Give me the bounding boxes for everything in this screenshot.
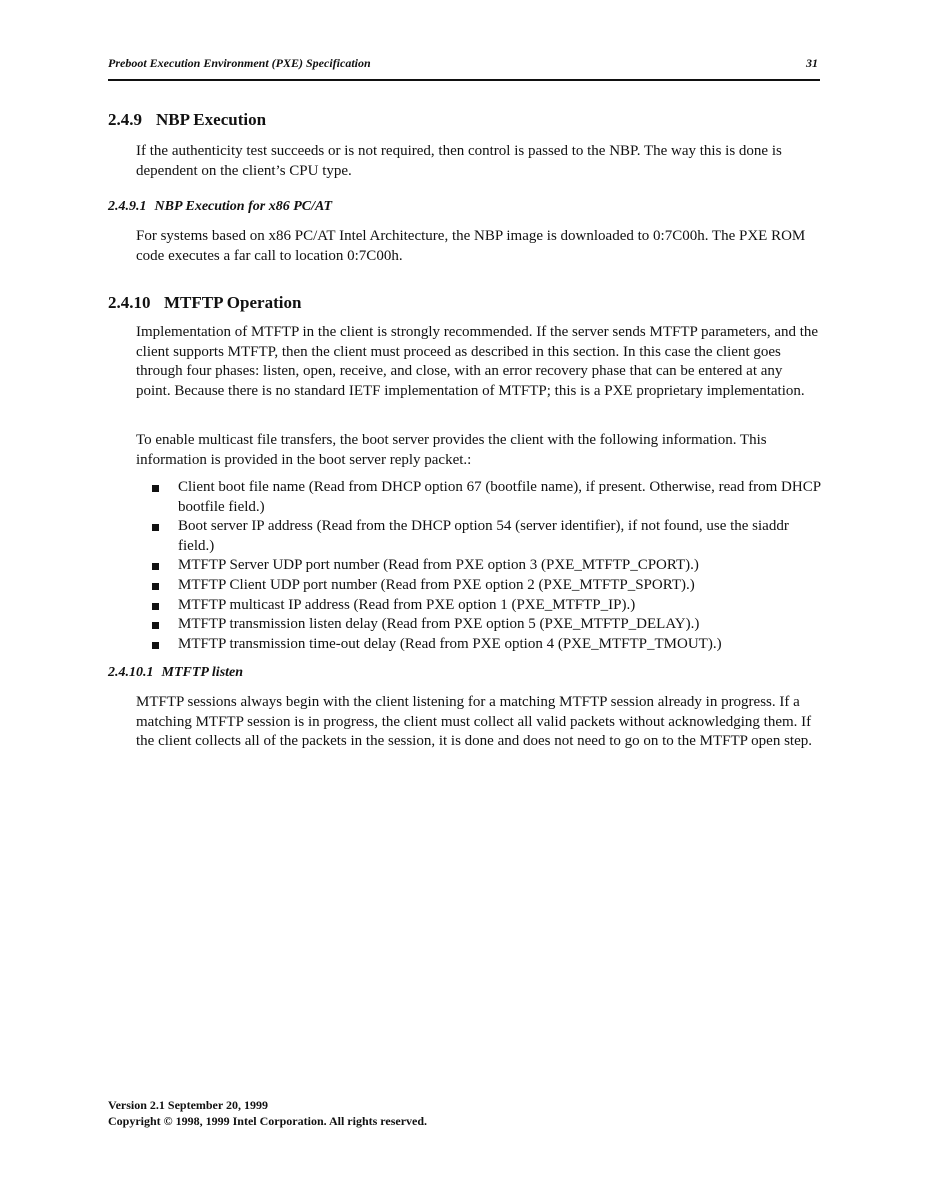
section-number: 2.4.9 [108,110,142,129]
bullet-square-icon [152,603,159,610]
heading-2-4-10 [108,293,301,313]
heading-2-4-9 [108,110,266,130]
header-title: Preboot Execution Environment (PXE) Specification [108,56,371,70]
bullet-square-icon [152,583,159,590]
bullet-square-icon [152,524,159,531]
list-item: MTFTP transmission listen delay (Read from PXE option 5 (PXE_MTFTP_DELAY).) [136,615,826,635]
paragraph-multicast-info: To enable multicast file transfers, the boot server provides the client with the following information. This information is provided in the boot server reply packet.: [136,432,767,468]
subsection-title: MTFTP listen [161,665,244,680]
paragraph-x86-execution: For systems based on x86 PC/AT Intel Architecture, the NBP image is downloaded to 0:7C00h. The PXE ROM code executes a far call to location 0:7C00h. [136,228,806,264]
bullet-square-icon [152,563,159,570]
subsection-number: 2.4.9.1 [108,199,147,214]
list-item: Boot server IP address (Read from the DHCP option 54 (server identifier), if not found, use the siaddr field.) [136,517,826,556]
info-bullet-list [136,478,826,654]
list-item: MTFTP transmission time-out delay (Read from PXE option 4 (PXE_MTFTP_TMOUT).) [136,635,826,655]
list-item: MTFTP Client UDP port number (Read from PXE option 2 (PXE_MTFTP_SPORT).) [136,576,826,596]
list-item: MTFTP Server UDP port number (Read from PXE option 3 (PXE_MTFTP_CPORT).) [136,556,826,576]
section-title: NBP Execution [156,110,267,129]
section-title: MTFTP Operation [164,293,302,312]
bullet-square-icon [152,485,159,492]
subsection-title: NBP Execution for x86 PC/AT [154,199,333,214]
list-item: MTFTP multicast IP address (Read from PXE option 1 (PXE_MTFTP_IP).) [136,596,826,616]
footer-copyright: Copyright © 1998, 1999 Intel Corporation. All rights reserved. [108,1114,428,1128]
bullet-square-icon [152,642,159,649]
paragraph-mtftp-listen: MTFTP sessions always begin with the client listening for a matching MTFTP session already in progress. If a matching MTFTP session is in progress, the client must collect all valid packets without acknowledging them. If the client collects all of the packets in the session, it is done and does not need to go on to the MTFTP open step. [136,694,812,750]
heading-2-4-9-1 [108,199,332,215]
paragraph-mtftp-intro: Implementation of MTFTP in the client is strongly recommended. If the server sends MTFTP parameters, and the client supports MTFTP, then the client must proceed as described in this section. In this case the client goes through four phases: listen, open, receive, and close, with an error recovery phase that can be entered at any point. Because there is no standard IETF implementation of MTFTP; this is a PXE proprietary implementation. [136,324,819,399]
page-number: 31 [806,56,818,70]
section-number: 2.4.10 [108,293,151,312]
page-header [108,55,820,81]
subsection-number: 2.4.10.1 [108,665,154,680]
footer-version: Version 2.1 September 20, 1999 [108,1098,268,1112]
bullet-square-icon [152,622,159,629]
page-footer [108,1097,427,1129]
paragraph-nbp-execution: If the authenticity test succeeds or is not required, then control is passed to the NBP. The way this is done is dependent on the client’s CPU type. [136,143,782,179]
list-item: Client boot file name (Read from DHCP option 67 (bootfile name), if present. Otherwise, read from DHCP bootfile field.) [136,478,826,517]
heading-2-4-10-1 [108,665,243,681]
